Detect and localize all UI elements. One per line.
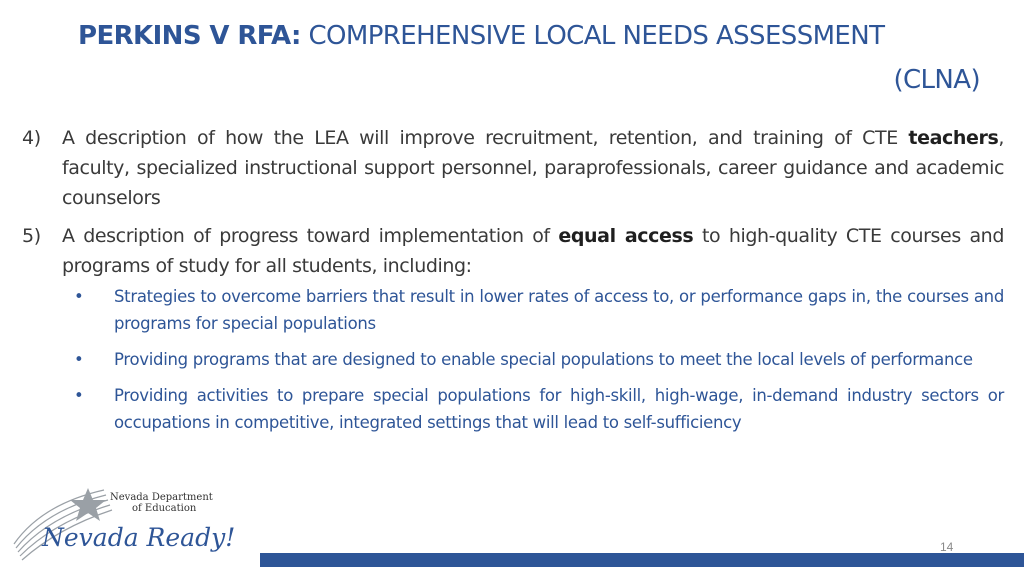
bullet-item [62, 283, 1004, 337]
logo-wordmark: Nevada Ready! [42, 523, 236, 552]
logo-org-line-2: of Education [132, 503, 197, 514]
page-number: 14 [940, 540, 954, 554]
item-number: 5) [22, 225, 41, 247]
bullet-icon: • [74, 287, 84, 306]
bullet-icon: • [74, 386, 84, 405]
title-line-1 [60, 14, 980, 58]
item-number: 4) [22, 127, 41, 149]
item-text-after: , faculty, specialized instructional support personnel, paraprofessionals, career guidance and academic counselors [62, 127, 1004, 209]
title-lead: PERKINS V RFA: [78, 21, 301, 51]
nevada-department-of-education-logo [12, 484, 252, 570]
bullet-text: Strategies to overcome barriers that result in lower rates of access to, or performance gaps in, the courses and programs for special populations [114, 287, 1004, 333]
sub-bullet-list [62, 283, 1004, 436]
slide-title [60, 14, 980, 102]
item-bold-text: teachers [908, 127, 999, 149]
numbered-item-4 [22, 123, 1004, 213]
logo-org-line-1: Nevada Department [110, 492, 213, 503]
title-rest: COMPREHENSIVE LOCAL NEEDS ASSESSMENT [308, 21, 885, 51]
item-text-after: to high-quality CTE courses and programs of study for all students, including: [62, 225, 1004, 277]
title-line-2: (CLNA) [893, 65, 980, 95]
item-bold-text: equal access [558, 225, 694, 247]
bullet-item [62, 382, 1004, 436]
bullet-item [62, 346, 1004, 373]
slide-body [22, 123, 1004, 445]
item-text-before: A description of how the LEA will improve recruitment, retention, and training of CTE [62, 127, 909, 149]
bullet-text: Providing programs that are designed to enable special populations to meet the local levels of performance [114, 350, 973, 369]
item-text-before: A description of progress toward implementation of [62, 225, 559, 247]
bullet-icon: • [74, 350, 84, 369]
footer-accent-bar [260, 553, 1024, 567]
numbered-item-5 [22, 221, 1004, 436]
bullet-text: Providing activities to prepare special populations for high-skill, high-wage, in-demand industry sectors or occupations in competitive, integrated settings that will lead to self-sufficiency [114, 386, 1004, 432]
